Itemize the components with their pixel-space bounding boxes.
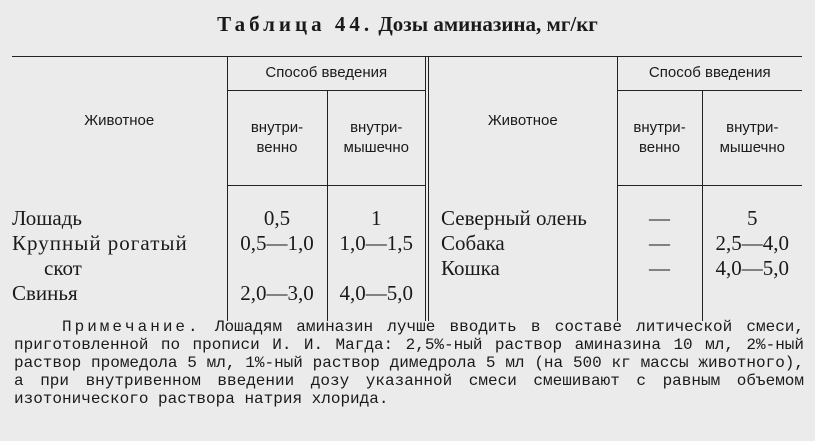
table-row (12, 281, 802, 321)
header-im-left: внутри- мышечно (327, 91, 427, 186)
footnote-text: Лошадям аминазин лучше вводить в составе литической смеси, приготовленной по прописи И. И. Магда: 2,5%-ный раствор аминазина 10 мл, 2%-ный раствор промедола 5 мл, 1%-ный раствор димедрола 5 мл (на 500 кг массы животного), а при внутривенном введении дозу указанной смеси смешивают с равным объемом изотонического раствора натрия хлорида. (14, 318, 804, 408)
im-dose-cell: 4,0—5,0 (702, 256, 802, 281)
im-dose-cell: 5 (702, 186, 802, 232)
table-row (12, 186, 802, 232)
table-title (0, 12, 815, 37)
animal-cell: Кошка (427, 256, 617, 281)
doses-table (12, 56, 802, 321)
header-method-left: Способ введения (227, 56, 427, 91)
iv-dose-cell: — (617, 186, 702, 232)
iv-dose-cell (227, 256, 327, 281)
iv-dose-cell: 0,5 (227, 186, 327, 232)
animal-cell: Северный олень (427, 186, 617, 232)
animal-cell: скот (44, 256, 82, 280)
animal-cell (427, 281, 617, 321)
im-dose-cell (702, 281, 802, 321)
im-dose-cell: 1,0—1,5 (327, 231, 427, 256)
footnote (14, 318, 804, 408)
iv-dose-cell: — (617, 256, 702, 281)
animal-cell: Крупный рогатый (12, 231, 188, 255)
header-iv-left: внутри- венно (227, 91, 327, 186)
animal-cell: Свинья (12, 281, 78, 305)
im-dose-cell: 2,5—4,0 (702, 231, 802, 256)
iv-dose-cell: — (617, 231, 702, 256)
header-im-right: внутри- мышечно (702, 91, 802, 186)
animal-cell: Лошадь (12, 205, 82, 230)
footnote-label: Примечание. (62, 318, 201, 336)
im-dose-cell: 4,0—5,0 (327, 281, 427, 321)
table-number: Таблица 44. (217, 12, 374, 36)
header-animal-left: Животное (84, 111, 155, 129)
iv-dose-cell: 2,0—3,0 (227, 281, 327, 321)
header-animal-right: Животное (427, 56, 617, 186)
header-iv-right: внутри- венно (617, 91, 702, 186)
table-row (12, 231, 802, 256)
iv-dose-cell (617, 281, 702, 321)
iv-dose-cell: 0,5—1,0 (227, 231, 327, 256)
im-dose-cell: 1 (327, 186, 427, 232)
table-caption: Дозы аминазина, мг/кг (378, 12, 598, 36)
header-method-right: Способ введения (617, 56, 802, 91)
animal-cell: Собака (427, 231, 617, 256)
im-dose-cell (327, 256, 427, 281)
table-row (12, 256, 802, 281)
